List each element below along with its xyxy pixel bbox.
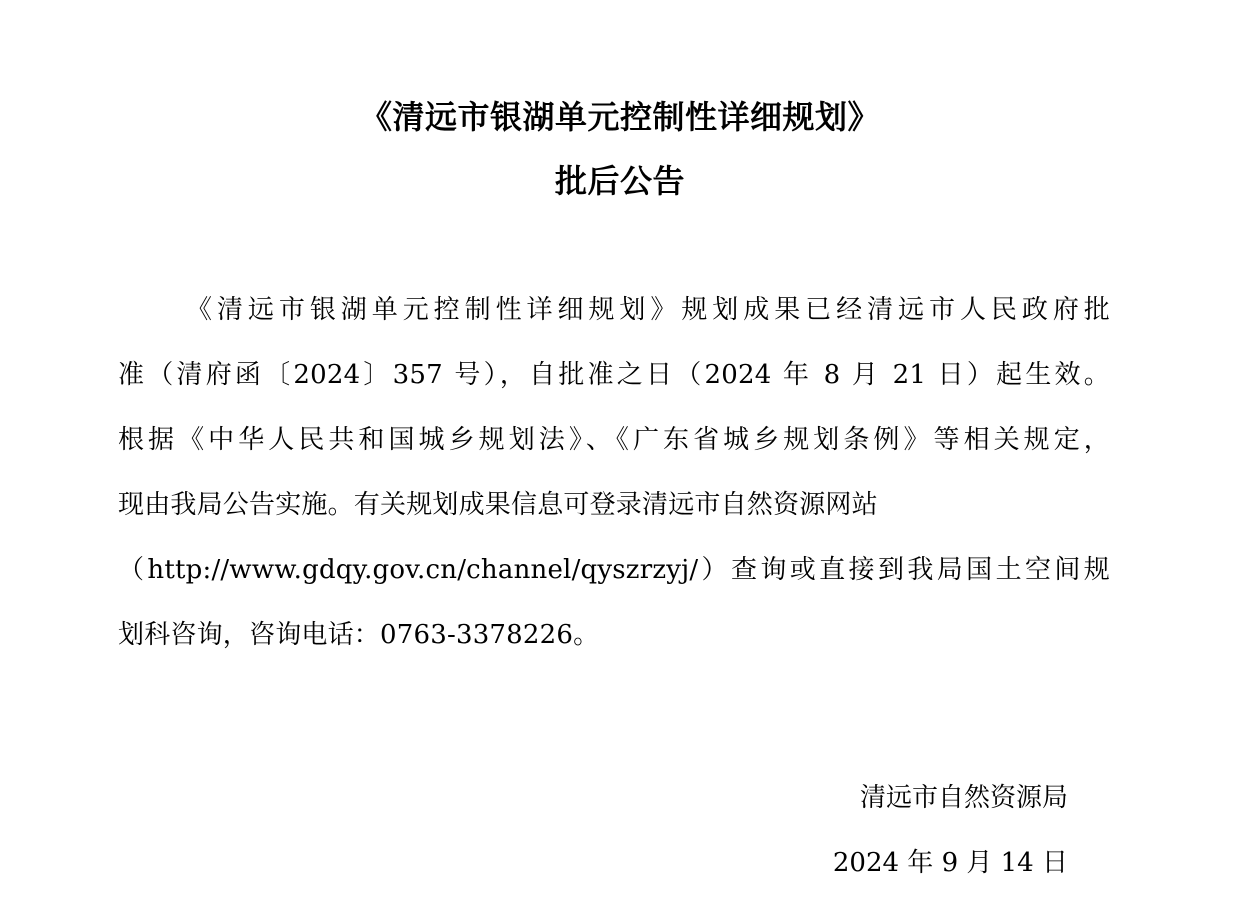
body-paragraph-line: 准（清府函〔2024〕357 号），自批准之日（2024 年 8 月 21 日）起生效。 xyxy=(118,360,1110,390)
issue-date: 2024 年 9 月 14 日 xyxy=(832,848,1068,878)
issuing-organization: 清远市自然资源局 xyxy=(859,783,1068,813)
body-paragraph-line: 根据《中华人民共和国城乡规划法》、《广东省城乡规划条例》等相关规定， xyxy=(118,425,1110,455)
body-paragraph-line: 现由我局公告实施。有关规划成果信息可登录清远市自然资源网站 xyxy=(118,490,878,520)
document-subtitle: 批后公告 xyxy=(554,162,685,200)
body-paragraph-line-contact: 划科咨询，咨询电话：0763-3378226。 xyxy=(118,620,600,650)
document-title: 《清远市银湖单元控制性详细规划》 xyxy=(359,98,880,136)
body-paragraph-line-with-url: （http://www.gdqy.gov.cn/channel/qyszrzyj/）查询或直接到我局国土空间规 xyxy=(118,555,1110,585)
body-paragraph-line: 《清远市银湖单元控制性详细规划》规划成果已经清远市人民政府批 xyxy=(186,295,1110,325)
